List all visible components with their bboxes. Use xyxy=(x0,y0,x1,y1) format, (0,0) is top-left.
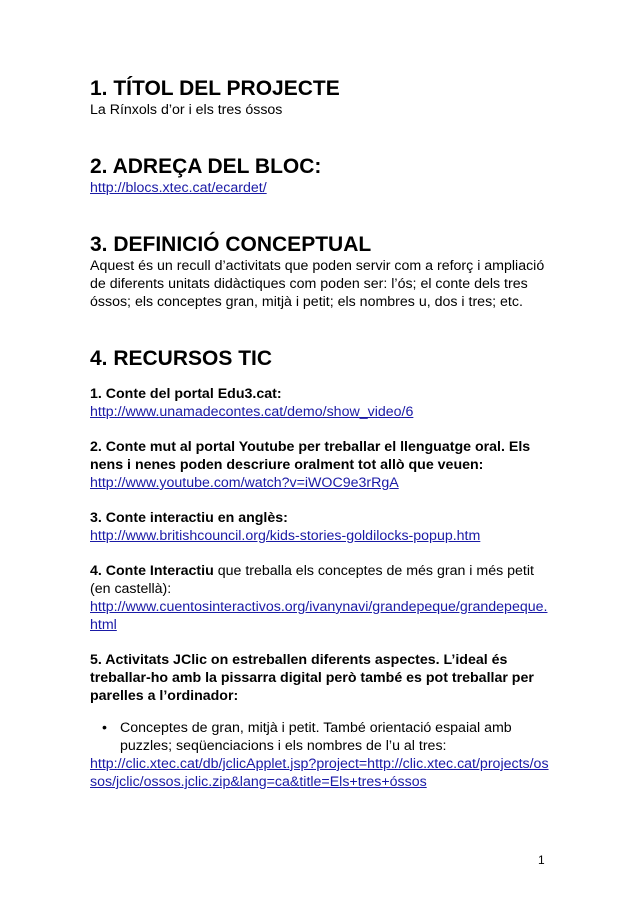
resource-4-heading-rest: que treballa els conceptes de més gran i més petit (en castellà): xyxy=(90,563,534,597)
resource-1-link[interactable]: http://www.unamadecontes.cat/demo/show_video/6 xyxy=(90,404,414,420)
resource-2-heading: 2. Conte mut al portal Youtube per treballar el llenguatge oral. Els nens i nenes poden descriure oralment tot allò que veuen: xyxy=(90,439,531,473)
section-title-tic-resources: 4. RECURSOS TIC xyxy=(90,347,273,370)
resource-2-link[interactable]: http://www.youtube.com/watch?v=iWOC9e3rRgA xyxy=(90,475,399,491)
conceptual-definition-text: Aquest és un recull d’activitats que poden servir com a reforç i ampliació de diferents unitats didàctiques com poden ser: l’ós; el conte dels tres óssos; els conceptes gran, mitjà i petit; els nombres u, dos i tres; etc. xyxy=(90,258,545,310)
section-title-conceptual-definition: 3. DEFINICIÓ CONCEPTUAL xyxy=(90,233,372,256)
project-title-text: La Rínxols d’or i els tres óssos xyxy=(90,102,283,118)
section-title-project-title: 1. TÍTOL DEL PROJECTE xyxy=(90,77,340,100)
page-number: 1 xyxy=(538,853,545,867)
section-title-blog-address: 2. ADREÇA DEL BLOC: xyxy=(90,155,322,178)
list-item xyxy=(102,719,550,755)
resource-3-link[interactable]: http://www.britishcouncil.org/kids-stories-goldilocks-popup.htm xyxy=(90,528,481,544)
document-content xyxy=(90,77,550,791)
resource-5-bullet-list xyxy=(90,719,550,755)
resource-4-heading xyxy=(90,562,550,598)
bullet-icon: • xyxy=(102,720,107,736)
resource-1-heading: 1. Conte del portal Edu3.cat: xyxy=(90,386,282,402)
resource-4-link[interactable]: http://www.cuentosinteractivos.org/ivanynavi/grandepeque/grandepeque.html xyxy=(90,599,548,633)
resource-3-heading: 3. Conte interactiu en anglès: xyxy=(90,510,288,526)
resource-5-link[interactable]: http://clic.xtec.cat/db/jclicApplet.jsp?project=http://clic.xtec.cat/projects/ossos/jclic/ossos.jclic.zip&lang=ca&title=Els+tres+óssos xyxy=(90,756,549,790)
blog-address-link[interactable]: http://blocs.xtec.cat/ecardet/ xyxy=(90,180,267,196)
resource-5-heading: 5. Activitats JClic on estreballen diferents aspectes. L’ideal és treballar-ho amb la pissarra digital però també es pot treballar per parelles a l’ordinador: xyxy=(90,652,534,704)
resource-5-bullet-text: Conceptes de gran, mitjà i petit. També orientació espaial amb puzzles; seqüenciacions i els nombres de l’u al tres: xyxy=(120,720,512,754)
resource-4-heading-bold: 4. Conte Interactiu xyxy=(90,563,214,579)
